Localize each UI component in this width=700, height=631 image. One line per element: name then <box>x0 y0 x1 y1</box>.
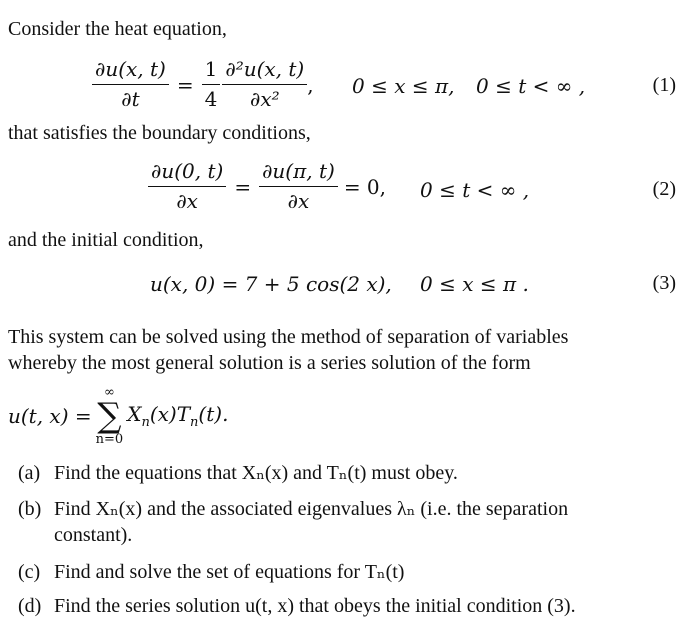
eq1-lhs-fraction <box>92 58 169 111</box>
intro-text: Consider the heat equation, <box>8 18 227 40</box>
question-a-label: (a) <box>18 462 41 484</box>
series-term: $X_n(x)T_n(t)$. <box>127 402 229 430</box>
eq2-right-fraction <box>259 160 338 213</box>
question-d-label: (d) <box>18 595 42 617</box>
eq1-x-condition: 0 ≤ x ≤ π, <box>352 74 455 98</box>
sum-lower-limit: n=0 <box>95 432 124 447</box>
summation <box>96 386 124 446</box>
question-a-text: Find the equations that Xₙ(x) and Tₙ(t) must obey. <box>54 462 458 484</box>
eq1-t-condition: 0 ≤ t < ∞ , <box>476 74 586 98</box>
sigma-symbol: ∑ <box>97 396 122 436</box>
series-solution <box>8 386 228 446</box>
eq2-left-fraction <box>148 160 226 213</box>
question-d-text: Find the series solution u(t, x) that obeys the initial condition (3). <box>54 595 576 617</box>
eq2-left-numerator: ∂u(0, t) <box>148 160 226 187</box>
eq1-lhs-numerator: ∂u(x, t) <box>92 58 169 85</box>
eq2-t-condition: 0 ≤ t < ∞ , <box>420 178 530 202</box>
sum-upper-limit: ∞ <box>103 385 115 400</box>
question-b <box>18 496 568 522</box>
eq1-coefficient <box>202 58 221 111</box>
paragraph-line-2: whereby the most general solution is a series solution of the form <box>8 352 531 374</box>
question-a <box>18 460 458 486</box>
question-c-label: (c) <box>18 561 41 583</box>
question-c-text: Find and solve the set of equations for Tₙ(t) <box>54 561 405 583</box>
eq2-tail: = 0, <box>343 174 387 199</box>
series-lhs: u(t, x) = <box>8 404 92 428</box>
eq2-right-numerator: ∂u(π, t) <box>259 160 338 187</box>
question-b-line-1: Find Xₙ(x) and the associated eigenvalues λₙ (i.e. the separation <box>54 498 569 520</box>
equation-1: $\frac{\partial u(x, t)}{\partial t}$ = $\frac{1}{4}$ $\frac{\text{∂²u(x, t)}}{\text{∂x²}}$ , <box>92 58 314 111</box>
question-b-line-2: constant). <box>54 524 133 546</box>
equation-3: u(x, 0) = 7 + 5 cos(2 x), <box>150 272 392 296</box>
eq2-right-denominator: ∂x <box>287 189 310 213</box>
question-b-continued <box>54 522 132 548</box>
eq1-rhs-numerator: ∂²u(x, t) <box>222 58 307 85</box>
eq1-number: (1) <box>652 74 676 96</box>
eq1-rhs-fraction <box>222 58 307 111</box>
eq1-coef-denominator: 4 <box>204 87 218 111</box>
boundary-text: that satisfies the boundary conditions, <box>8 122 311 144</box>
question-c <box>18 559 404 585</box>
eq2-number: (2) <box>652 178 676 200</box>
question-d <box>18 593 576 619</box>
equation-2: $\frac{\partial u(0, t)}{\partial x}$ = $\frac{\partial u(\pi, t)}{\partial x}$ = 0, <box>148 160 386 213</box>
initial-text: and the initial condition, <box>8 229 204 251</box>
eq2-left-denominator: ∂x <box>176 189 198 213</box>
eq1-rhs-denominator: ∂x² <box>249 87 280 111</box>
eq3-number: (3) <box>652 272 676 294</box>
eq1-lhs-denominator: ∂t <box>121 87 140 111</box>
eq1-coef-numerator: 1 <box>202 58 221 85</box>
question-b-label: (b) <box>18 498 42 520</box>
paragraph-line-1: This system can be solved using the method of separation of variables <box>8 326 569 348</box>
eq3-x-condition: 0 ≤ x ≤ π . <box>420 272 529 296</box>
